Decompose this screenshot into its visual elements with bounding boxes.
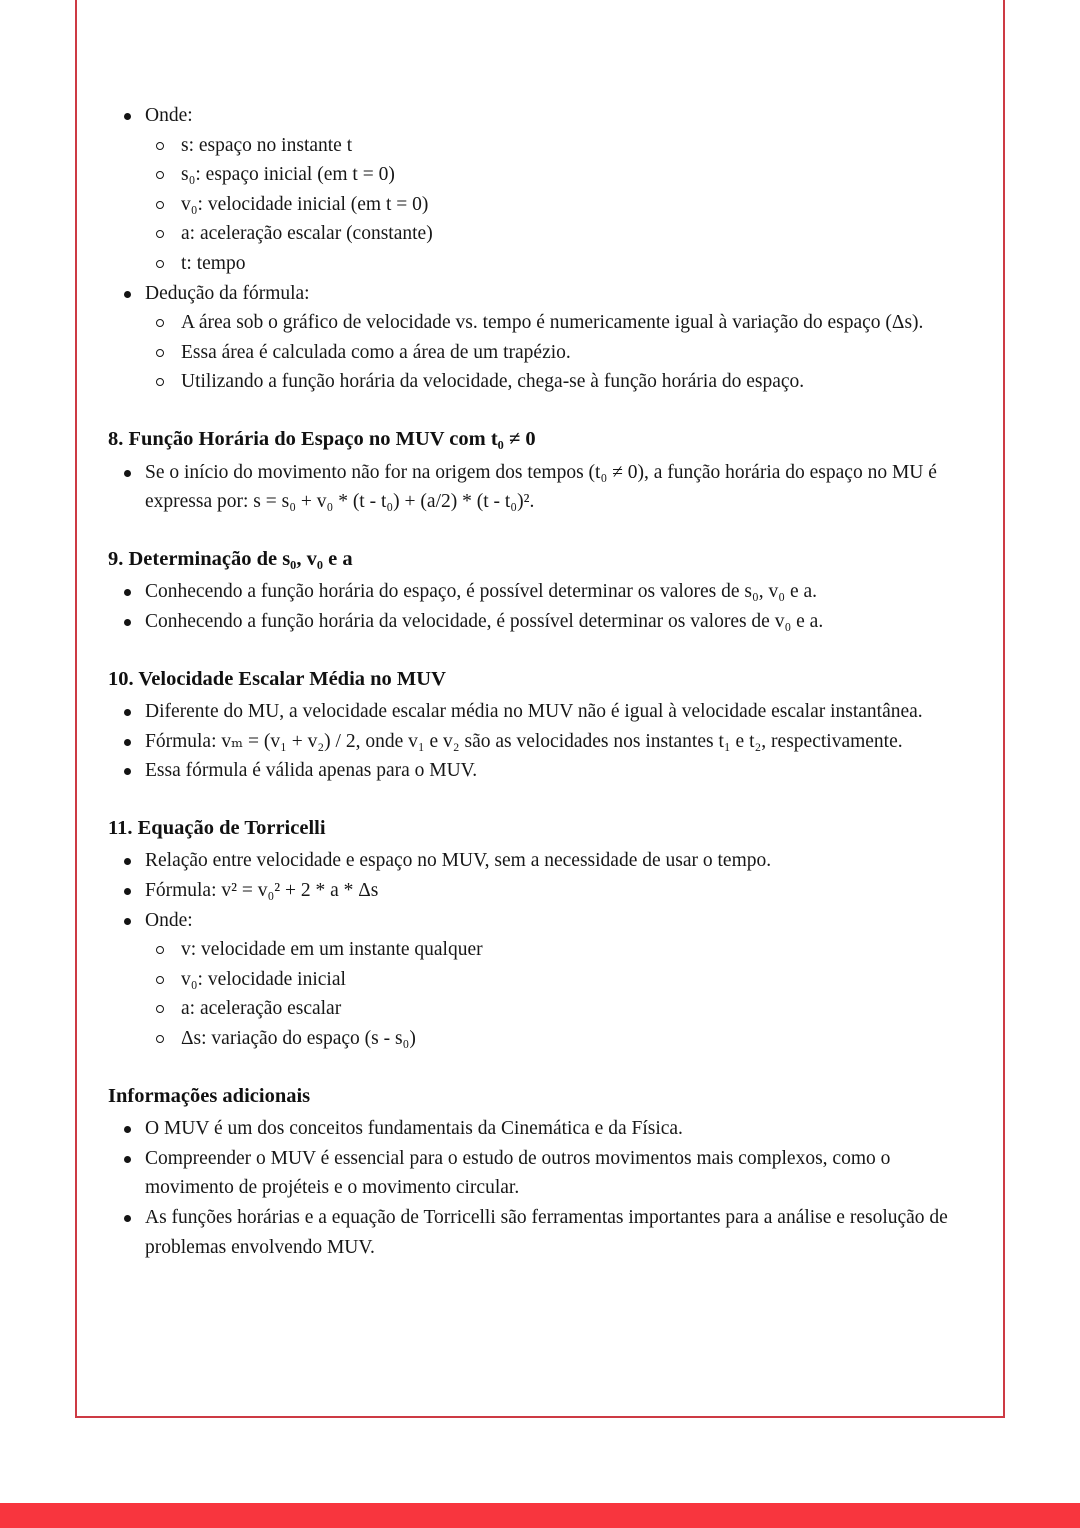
list-item: Δs: variação do espaço (s - s₀) xyxy=(145,1024,964,1054)
list-item-text: Onde: xyxy=(145,909,193,931)
list-item: Fórmula: v² = v₀² + 2 * a * Δs xyxy=(108,876,964,906)
intro-list xyxy=(108,101,964,397)
list-item: v₀: velocidade inicial (em t = 0) xyxy=(145,190,964,220)
section-list xyxy=(108,458,964,517)
list-item: Relação entre velocidade e espaço no MUV, sem a necessidade de usar o tempo. xyxy=(108,846,964,876)
sub-list xyxy=(145,308,964,397)
section-8 xyxy=(108,425,964,517)
section-list xyxy=(108,1114,964,1262)
list-item: Fórmula: vₘ = (v₁ + v₂) / 2, onde v₁ e v₂ são as velocidades nos instantes t₁ e t₂, respectivamente. xyxy=(108,727,964,757)
list-item: v₀: velocidade inicial xyxy=(145,965,964,995)
section-list xyxy=(108,577,964,636)
section-heading: Informações adicionais xyxy=(108,1084,311,1107)
section-9 xyxy=(108,545,964,637)
list-item: s: espaço no instante t xyxy=(145,131,964,161)
list-item xyxy=(108,279,964,397)
list-item: Compreender o MUV é essencial para o estudo de outros movimentos mais complexos, como o movimento de projéteis e o movimento circular. xyxy=(108,1144,964,1203)
list-item: s₀: espaço inicial (em t = 0) xyxy=(145,160,964,190)
list-item: Conhecendo a função horária da velocidade, é possível determinar os valores de v₀ e a. xyxy=(108,607,964,637)
list-item xyxy=(108,101,964,279)
list-item: Essa fórmula é válida apenas para o MUV. xyxy=(108,756,964,786)
section-heading: 11. Equação de Torricelli xyxy=(108,816,326,839)
list-item-text: Onde: xyxy=(145,105,193,126)
section-list xyxy=(108,846,964,1053)
list-item: Conhecendo a função horária do espaço, é possível determinar os valores de s₀, v₀ e a. xyxy=(108,577,964,607)
section-additional-info xyxy=(108,1082,964,1263)
footer-bar xyxy=(0,1503,1080,1528)
list-item xyxy=(108,906,964,1054)
list-item: Se o início do movimento não for na origem dos tempos (t₀ ≠ 0), a função horária do espaço no MU é expressa por: s = s₀ + v₀ * (t - t₀) + (a/2) * (t - t₀)². xyxy=(108,458,964,517)
section-heading: 8. Função Horária do Espaço no MUV com t₀ ≠ 0 xyxy=(108,427,536,450)
sub-list xyxy=(145,131,964,279)
section-heading: 10. Velocidade Escalar Média no MUV xyxy=(108,667,446,690)
list-item: t: tempo xyxy=(145,249,964,279)
list-item: Essa área é calculada como a área de um trapézio. xyxy=(145,338,964,368)
list-item-text: Dedução da fórmula: xyxy=(145,282,310,304)
section-heading: 9. Determinação de s₀, v₀ e a xyxy=(108,547,353,570)
section-list xyxy=(108,697,964,786)
section-11 xyxy=(108,814,964,1054)
list-item: A área sob o gráfico de velocidade vs. tempo é numericamente igual à variação do espaço (Δs). xyxy=(145,308,964,338)
sub-list xyxy=(145,935,964,1053)
list-item: v: velocidade em um instante qualquer xyxy=(145,935,964,965)
list-item: Utilizando a função horária da velocidade, chega-se à função horária do espaço. xyxy=(145,367,964,397)
section-10 xyxy=(108,665,964,786)
document-content xyxy=(108,101,964,1262)
list-item: a: aceleração escalar xyxy=(145,994,964,1024)
list-item: As funções horárias e a equação de Torricelli são ferramentas importantes para a análise e resolução de problemas envolvendo MUV. xyxy=(108,1203,964,1262)
list-item: a: aceleração escalar (constante) xyxy=(145,219,964,249)
list-item: Diferente do MU, a velocidade escalar média no MUV não é igual à velocidade escalar instantânea. xyxy=(108,697,964,727)
list-item: O MUV é um dos conceitos fundamentais da Cinemática e da Física. xyxy=(108,1114,964,1144)
